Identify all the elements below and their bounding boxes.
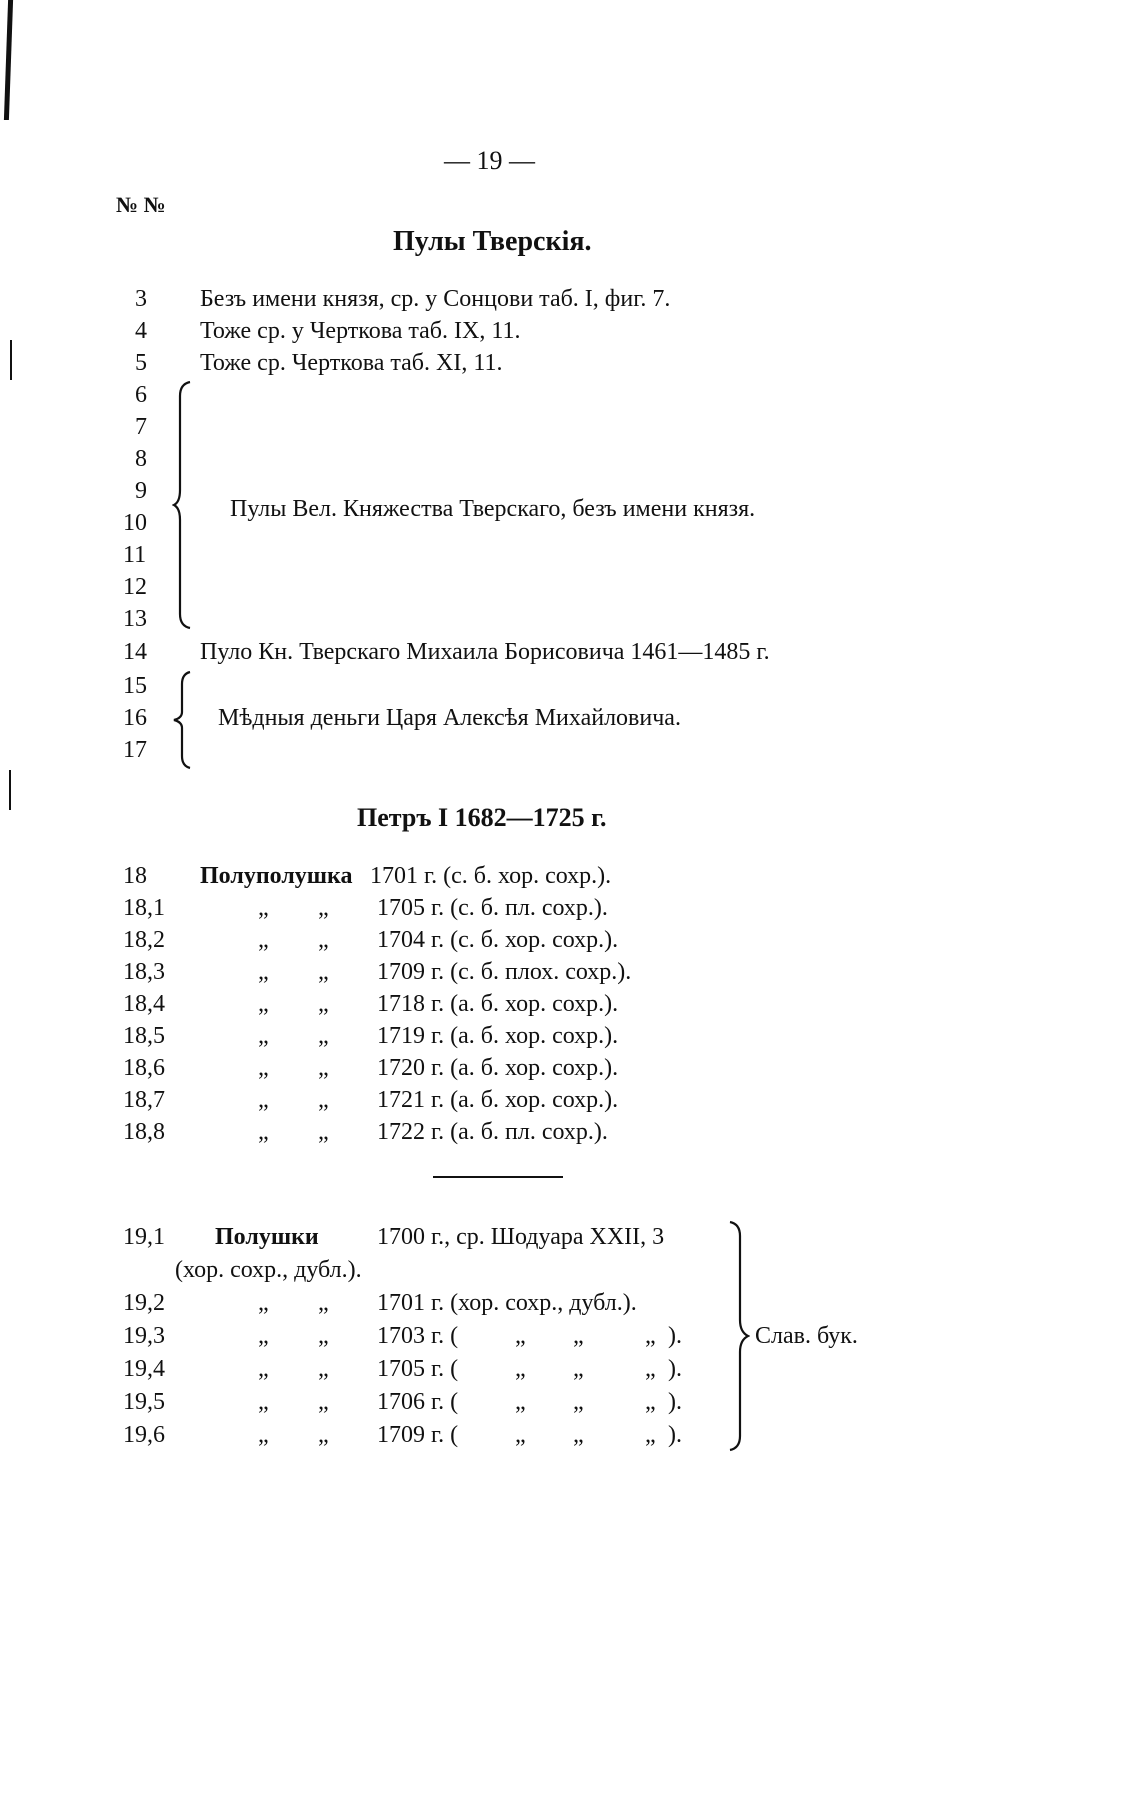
row-number: 18,6 [123, 1055, 165, 1081]
row-text: ). [668, 1356, 682, 1382]
scan-edge-mark [10, 340, 12, 380]
row-number: 19,3 [123, 1323, 165, 1349]
row-text: 1719 г. (а. б. хор. сохр.). [377, 1023, 619, 1049]
ditto-mark: „ [318, 895, 329, 921]
row-text: Тоже ср. у Черткова таб. IX, 11. [200, 318, 521, 344]
row-number: 19,1 [123, 1224, 165, 1250]
ditto-mark: „ [318, 991, 329, 1017]
ditto-mark: „ [318, 959, 329, 985]
numero-header: № № [116, 192, 166, 217]
row-number: 11 [123, 542, 147, 568]
ditto-mark: „ [645, 1389, 656, 1415]
row-number: 19,4 [123, 1356, 165, 1382]
ditto-mark: „ [515, 1323, 526, 1349]
ditto-mark: „ [258, 1290, 269, 1316]
ditto-mark: „ [258, 1119, 269, 1145]
row-number: 5 [135, 350, 147, 376]
row-text: ). [668, 1323, 682, 1349]
row-number: 18,2 [123, 927, 165, 953]
row-text: 1722 г. (а. б. пл. сохр.). [377, 1119, 608, 1145]
row-text: 1703 г. ( [377, 1323, 459, 1349]
ditto-mark: „ [645, 1356, 656, 1382]
ditto-mark: „ [258, 991, 269, 1017]
ditto-mark: „ [645, 1323, 656, 1349]
row-number: 19,6 [123, 1422, 165, 1448]
row-number: 8 [135, 446, 147, 472]
curly-brace-icon [726, 1220, 750, 1452]
row-number: 19,2 [123, 1290, 165, 1316]
group-text: Мѣдныя деньги Царя Алексѣя Михайловича. [218, 705, 681, 731]
ditto-mark: „ [318, 1119, 329, 1145]
ditto-mark: „ [258, 927, 269, 953]
row-number: 7 [135, 414, 147, 440]
section-divider [433, 1176, 563, 1178]
ditto-mark: „ [318, 927, 329, 953]
ditto-mark: „ [573, 1356, 584, 1382]
row-text: 1721 г. (а. б. хор. сохр.). [377, 1087, 619, 1113]
ditto-mark: „ [318, 1290, 329, 1316]
ditto-mark: „ [258, 1055, 269, 1081]
ditto-mark: „ [645, 1422, 656, 1448]
ditto-mark: „ [258, 1323, 269, 1349]
coin-name: Полушки [215, 1224, 319, 1250]
ditto-mark: „ [573, 1389, 584, 1415]
ditto-mark: „ [515, 1356, 526, 1382]
curly-brace-icon [172, 670, 196, 770]
ditto-mark: „ [318, 1422, 329, 1448]
row-number: 18,8 [123, 1119, 165, 1145]
brace-label: Слав. бук. [755, 1323, 858, 1349]
row-text: 1701 г. (хор. сохр., дубл.). [377, 1290, 637, 1316]
ditto-mark: „ [258, 1389, 269, 1415]
ditto-mark: „ [573, 1422, 584, 1448]
row-number: 3 [135, 286, 147, 312]
row-text: Тоже ср. Черткова таб. XI, 11. [200, 350, 503, 376]
section-title-peter-i: Петръ I 1682—1725 г. [357, 803, 607, 832]
page-number: — 19 — [444, 146, 535, 175]
row-number: 18,3 [123, 959, 165, 985]
row-text: Безъ имени князя, ср. у Сонцови таб. I, фиг. 7. [200, 286, 671, 312]
section-title-tver-pulas: Пулы Тверскія. [393, 226, 592, 257]
row-text: Пуло Кн. Тверскаго Михаила Борисовича 1461—1485 г. [200, 639, 770, 665]
row-text: 1705 г. ( [377, 1356, 459, 1382]
row-text: ). [668, 1422, 682, 1448]
row-number: 15 [123, 673, 147, 699]
ditto-mark: „ [318, 1323, 329, 1349]
row-number: 18,7 [123, 1087, 165, 1113]
ditto-mark: „ [318, 1087, 329, 1113]
row-number: 14 [123, 639, 147, 665]
row-number: 4 [135, 318, 147, 344]
row-number: 18 [123, 863, 147, 889]
row-text: 1706 г. ( [377, 1389, 459, 1415]
row-number: 12 [123, 574, 147, 600]
ditto-mark: „ [515, 1389, 526, 1415]
row-number: 17 [123, 737, 147, 763]
scan-edge-mark [9, 770, 11, 810]
row-text: 1720 г. (а. б. хор. сохр.). [377, 1055, 619, 1081]
row-number: 19,5 [123, 1389, 165, 1415]
row-text: 1718 г. (а. б. хор. сохр.). [377, 991, 619, 1017]
ditto-mark: „ [318, 1389, 329, 1415]
row-text: 1709 г. (с. б. плох. сохр.). [377, 959, 632, 985]
row-number: 13 [123, 606, 147, 632]
coin-name: Полуполушка [200, 863, 353, 889]
group-text: Пулы Вел. Княжества Тверскаго, безъ имени князя. [230, 496, 756, 522]
ditto-mark: „ [258, 1023, 269, 1049]
ditto-mark: „ [258, 1087, 269, 1113]
ditto-mark: „ [258, 1356, 269, 1382]
row-number: 18,1 [123, 895, 165, 921]
row-number: 9 [135, 478, 147, 504]
ditto-mark: „ [258, 1422, 269, 1448]
curly-brace-icon [172, 380, 196, 630]
row-text: 1700 г., ср. Шодуара XXII, 3 [377, 1224, 665, 1250]
row-text: 1705 г. (с. б. пл. сохр.). [377, 895, 608, 921]
row-text-continued: (хор. сохр., дубл.). [175, 1257, 362, 1283]
row-number: 6 [135, 382, 147, 408]
row-text: 1701 г. (с. б. хор. сохр.). [370, 863, 612, 889]
ditto-mark: „ [318, 1055, 329, 1081]
row-number: 16 [123, 705, 147, 731]
row-text: ). [668, 1389, 682, 1415]
row-text: 1704 г. (с. б. хор. сохр.). [377, 927, 619, 953]
ditto-mark: „ [258, 895, 269, 921]
row-number: 10 [123, 510, 147, 536]
ditto-mark: „ [318, 1356, 329, 1382]
row-number: 18,4 [123, 991, 165, 1017]
row-number: 18,5 [123, 1023, 165, 1049]
row-text: 1709 г. ( [377, 1422, 459, 1448]
ditto-mark: „ [258, 959, 269, 985]
ditto-mark: „ [318, 1023, 329, 1049]
ditto-mark: „ [573, 1323, 584, 1349]
scan-edge-mark [4, 0, 13, 120]
ditto-mark: „ [515, 1422, 526, 1448]
